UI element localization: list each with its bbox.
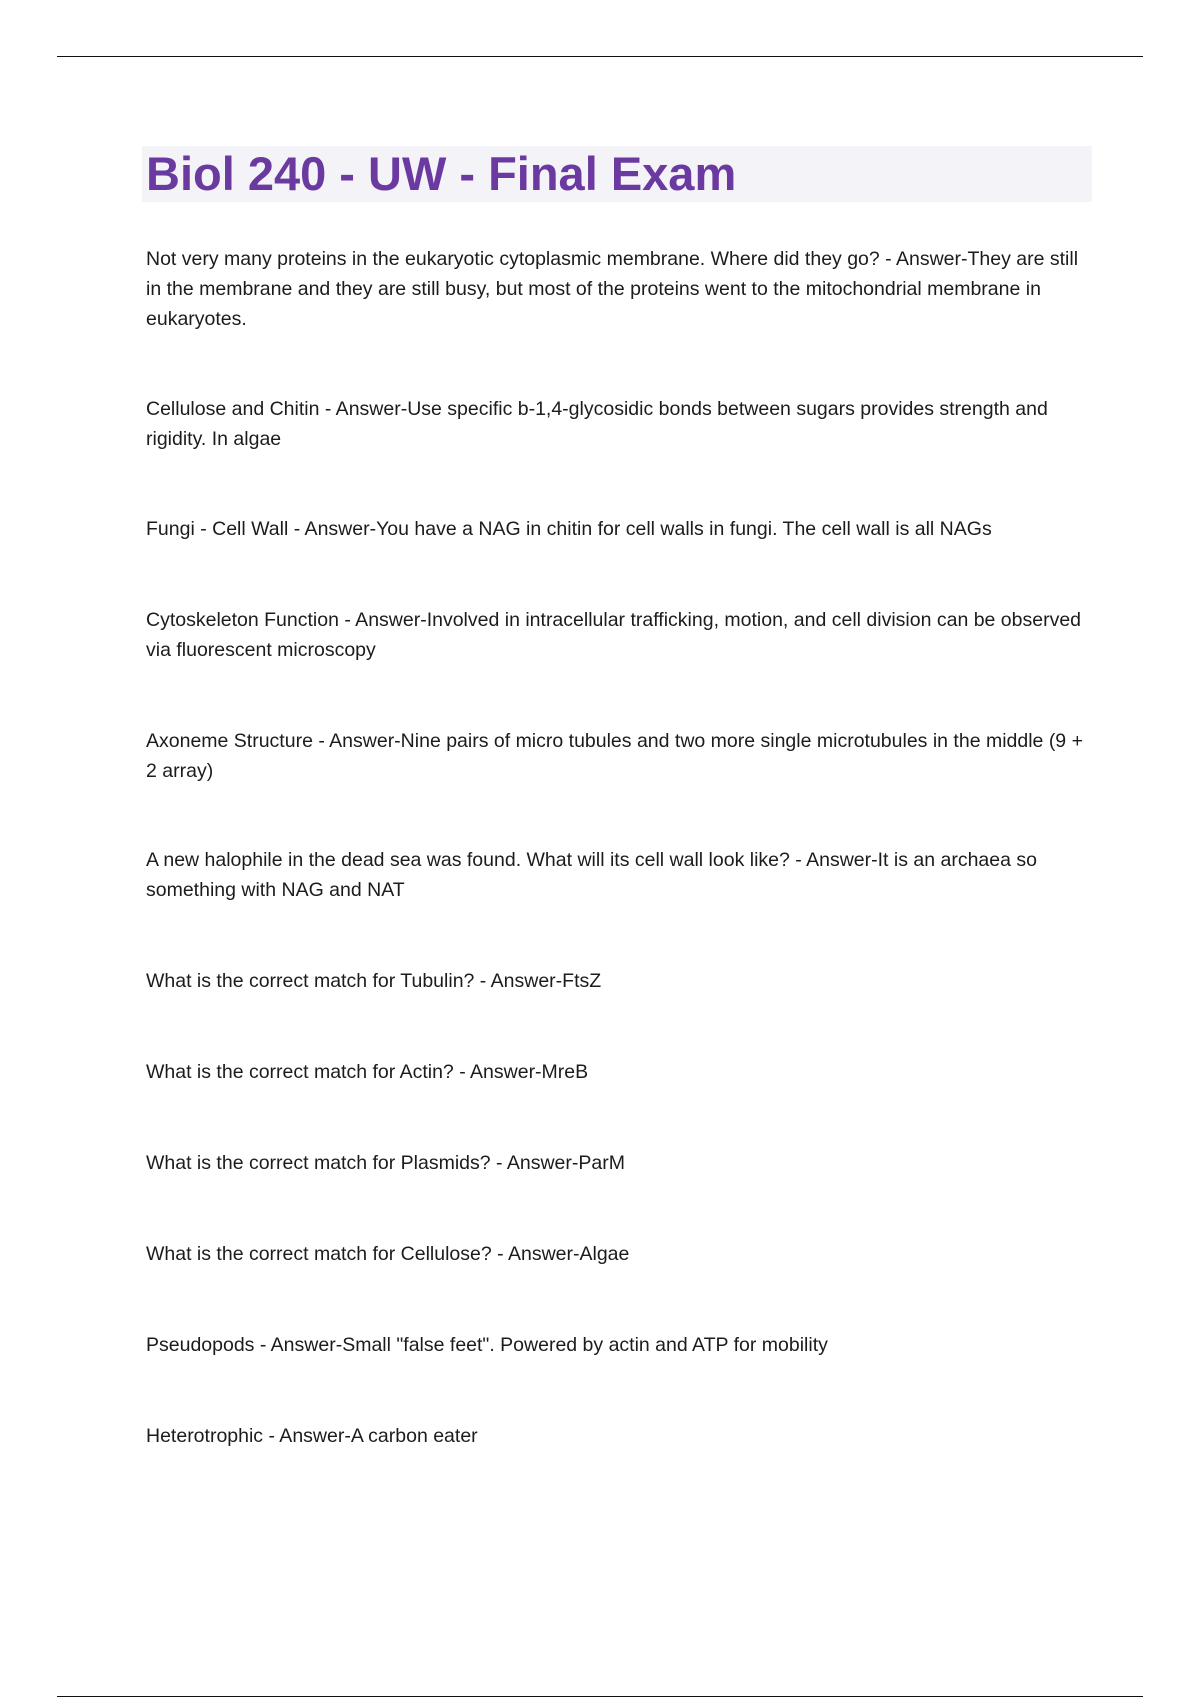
qa-item: Not very many proteins in the eukaryotic cytoplasmic membrane. Where did they go? - Answer-They are still in the membrane and they are still busy, but most of the proteins went to the mitochondrial membrane in eukaryotes. <box>146 248 1079 330</box>
qa-item: What is the correct match for Cellulose? - Answer-Algae <box>146 1243 630 1265</box>
qa-item: What is the correct match for Actin? - Answer-MreB <box>146 1061 589 1083</box>
qa-item: Axoneme Structure - Answer-Nine pairs of micro tubules and two more single microtubules in the middle (9 + 2 array) <box>146 730 1083 782</box>
qa-item: Fungi - Cell Wall - Answer-You have a NAG in chitin for cell walls in fungi. The cell wall is all NAGs <box>146 518 992 540</box>
qa-item: Cytoskeleton Function - Answer-Involved in intracellular trafficking, motion, and cell division can be observed via fluorescent microscopy <box>146 609 1082 661</box>
qa-item: Cellulose and Chitin - Answer-Use specific b-1,4-glycosidic bonds between sugars provides strength and rigidity. In algae <box>146 398 1048 450</box>
top-rule <box>57 56 1143 57</box>
qa-item: Heterotrophic - Answer-A carbon eater <box>146 1425 478 1447</box>
qa-item: What is the correct match for Tubulin? - Answer-FtsZ <box>146 970 602 992</box>
qa-item: A new halophile in the dead sea was found. What will its cell wall look like? - Answer-It is an archaea so something with NAG and NAT <box>146 849 1037 901</box>
document-title: Biol 240 - UW - Final Exam <box>146 147 737 200</box>
bottom-rule <box>57 1696 1143 1697</box>
qa-item: Pseudopods - Answer-Small "false feet". Powered by actin and ATP for mobility <box>146 1334 828 1356</box>
qa-item: What is the correct match for Plasmids? - Answer-ParM <box>146 1152 625 1174</box>
